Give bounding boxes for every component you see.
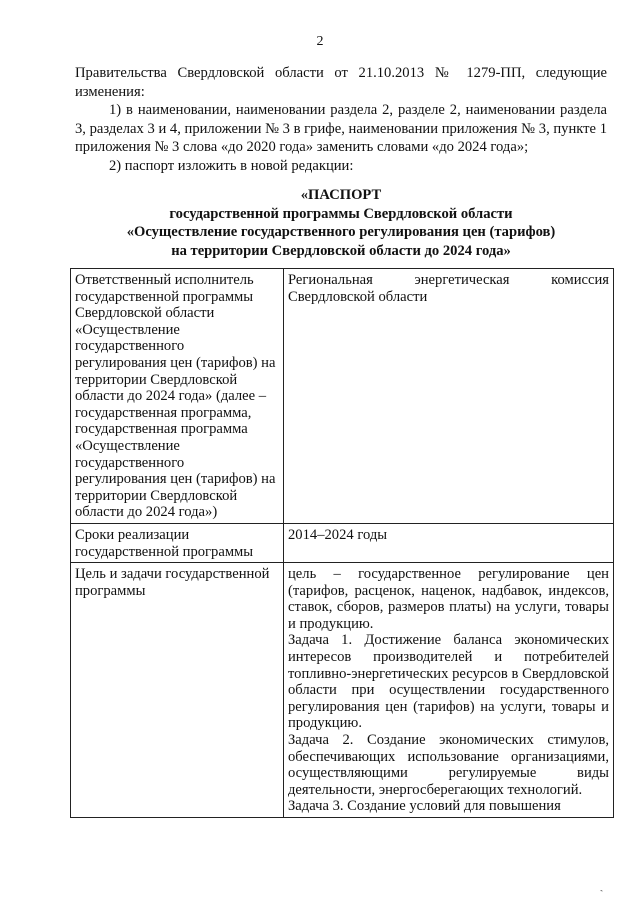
paragraph-3: 2) паспорт изложить в новой редакции: xyxy=(109,157,354,174)
passport-title xyxy=(75,186,607,260)
row-value-executor: Региональная энергетическая комиссия Свердловской области xyxy=(284,269,614,524)
task-2-text: Задача 2. Создание экономических стимулов, обеспечивающих использование организациями, осуществляющими регулируемые виды деятельности, энергосберегающих технологий. xyxy=(288,732,609,798)
scan-mark-icon: ˏ xyxy=(595,881,604,894)
row-label-period: Сроки реализации государственной программы xyxy=(71,523,284,562)
title-line-2: государственной программы Свердловской области xyxy=(169,205,513,222)
goal-text: цель – государственное регулирование цен (тарифов, расценок, наценок, надбавок, индексов, ставок, сборов, размеров платы) на услуги, товары и продукцию. xyxy=(288,566,609,632)
table-row xyxy=(71,269,614,524)
body-text xyxy=(75,64,607,175)
page-number: 2 xyxy=(316,34,324,49)
paragraph-1: Правительства Свердловской области от 21.10.2013 № 1279-ПП, следующие изменения: xyxy=(75,65,607,100)
passport-table xyxy=(70,268,614,818)
row-label-executor: Ответственный исполнитель государственной программы Свердловской области «Осуществление государственного регулирования цен (тарифов) на территории Свердловской области до 2024 года» (далее – государственная программа, государственная программа «Осуществление государственного регулирования цен (тарифов) на территории Свердловской области до 2024 года») xyxy=(71,269,284,524)
row-label-goals: Цель и задачи государственной программы xyxy=(71,563,284,818)
task-1-text: Задача 1. Достижение баланса экономических интересов производителей и потребителей топливно-энергетических ресурсов в Свердловской области при осуществлении государственного регулирования цен (тарифов) на услуги, товары и продукцию. xyxy=(288,632,609,732)
table-row xyxy=(71,563,614,818)
title-line-1: «ПАСПОРТ xyxy=(300,187,382,203)
row-value-goals xyxy=(284,563,614,818)
row-value-period: 2014–2024 годы xyxy=(284,523,614,562)
paragraph-2: 1) в наименовании, наименовании раздела 2, разделе 2, наименовании раздела 3, разделах 3 и 4, приложении № 3 в грифе, наименовании приложения № 3, пункте 1 приложения № 3 слова «до 2020 года» заменить словами «до 2024 года»; xyxy=(75,102,607,155)
task-3-text: Задача 3. Создание условий для повышения xyxy=(288,798,561,815)
title-line-4: на территории Свердловской области до 2024 года» xyxy=(171,242,511,259)
table-row xyxy=(71,523,614,562)
title-line-3: «Осуществление государственного регулирования цен (тарифов) xyxy=(126,224,556,240)
